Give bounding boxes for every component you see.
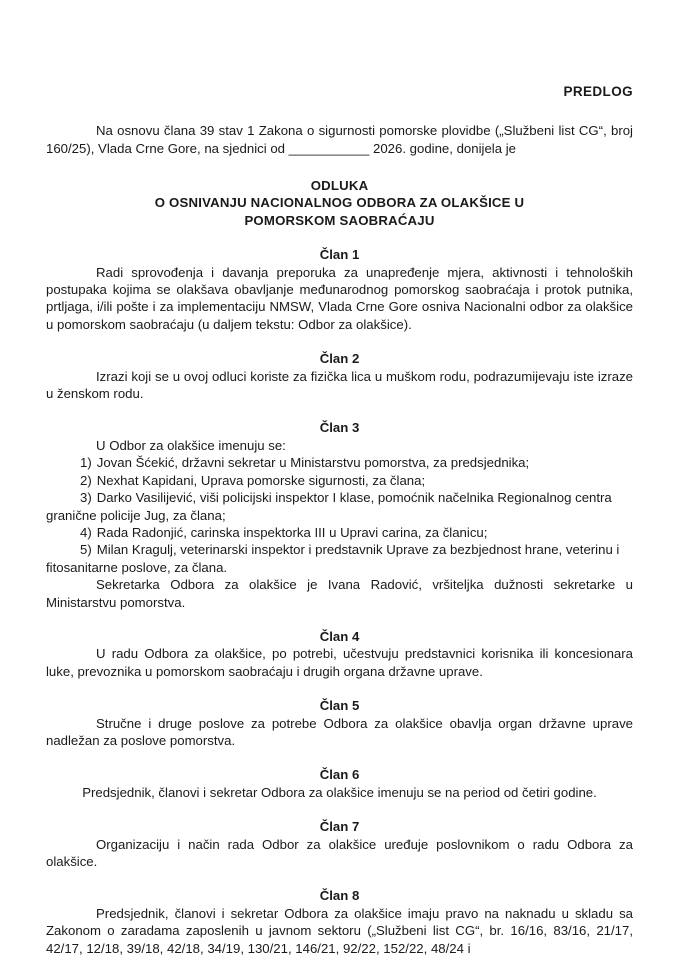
list-item-number: 3) [80,490,92,506]
list-item-text: Milan Kragulj, veterinarski inspektor i predstavnik Uprave za bezbjednost hrane, veterinu i fitosanitarne poslove, za člana. [46,542,620,575]
list-item [46,454,633,471]
article-heading-1: Član 1 [319,247,360,263]
article-heading-5: Član 5 [319,698,360,714]
article-heading-8: Član 8 [319,888,360,904]
article-8-paragraph: Predsjednik, članovi i sekretar Odbora za olakšice imaju pravo na naknadu u skladu sa Zakonom o zaradama zaposlenih u javnom sektoru („Službeni list CG“, br. 16/16, 83/16, 21/17, 42/17, 12/18, 39/18, 42/18, 34/19, 130/21, 146/21, 92/22, 152/22, 48/24 i [46,905,633,956]
title-line-1: ODLUKA [310,178,369,193]
article-3-intro: U Odbor za olakšice imenuju se: [96,437,286,453]
list-item-text: Darko Vasilijević, viši policijski inspektor I klase, pomoćnik načelnika Regionalnog centra granične policije Jug, za člana; [46,490,612,523]
article-heading-4: Član 4 [319,628,360,644]
list-item [46,472,633,489]
list-item [46,489,633,524]
title-line-2: O OSNIVANJU NACIONALNOG ODBORA ZA OLAKŠICE U [154,195,525,211]
document-body [46,84,633,957]
list-item-text: Jovan Šćekić, državni sekretar u Ministarstvu pomorstva, za predsjednika; [96,455,530,471]
list-item-number: 1) [80,455,92,471]
article-6-paragraph: Predsjednik, članovi i sekretar Odbora za olakšice imenuju se na period od četiri godine. [82,784,597,800]
article-1-paragraph: Radi sprovođenja i davanja preporuka za unapređenje mjera, aktivnosti i tehnoloških postupaka kojima se olakšava obavljanje međunarodnog pomorskog saobraćaja i protok putnika, prtljaga, i/ili pošte i za implementaciju NMSW, Vlada Crne Gore osniva Nacionalni odbor za olakšice u pomorskom saobraćaju (u daljem tekstu: Odbor za olakšice). [46,264,633,332]
list-item-number: 5) [80,542,92,558]
article-7-paragraph: Organizaciju i način rada Odbor za olakšice uređuje poslovnikom o radu Odbora za olakšice. [46,836,633,869]
article-5-paragraph: Stručne i druge poslove za potrebe Odbora za olakšice obavlja organ državne uprave nadležan za poslove pomorstva. [46,715,633,748]
list-item [46,541,633,576]
document-title [46,177,633,229]
list-item [46,524,633,541]
list-item-number: 2) [80,472,92,488]
article-heading-3: Član 3 [319,420,360,436]
list-item-text: Nexhat Kapidani, Uprava pomorske sigurnosti, za člana; [96,472,426,488]
list-item-text: Rada Radonjić, carinska inspektorka III u Upravi carina, za članicu; [96,524,488,540]
preamble-paragraph: Na osnovu člana 39 stav 1 Zakona o sigurnosti pomorske plovidbe („Službeni list CG“, broj 160/25), Vlada Crne Gore, na sjednici od ___________ 2026. godine, donijela je [46,123,633,156]
title-line-3: POMORSKOM SAOBRAĆAJU [244,212,435,228]
article-heading-2: Član 2 [319,351,360,367]
list-item-number: 4) [80,524,92,540]
article-4-paragraph: U radu Odbora za olakšice, po potrebi, učestvuju predstavnici korisnika ili koncesionara luke, prevoznika u pomorskom saobraćaju i drugih organa državne uprave. [46,646,633,679]
document-header-label: PREDLOG [563,84,633,99]
article-3-closing: Sekretarka Odbora za olakšice je Ivana Radović, vršiteljka dužnosti sekretarke u Ministarstvu pomorstva. [46,577,633,610]
article-heading-6: Član 6 [319,767,360,783]
article-2-paragraph: Izrazi koji se u ovoj odluci koriste za fizička lica u muškom rodu, podrazumijevaju iste izraze u ženskom rodu. [46,368,633,402]
article-heading-7: Član 7 [319,819,360,835]
